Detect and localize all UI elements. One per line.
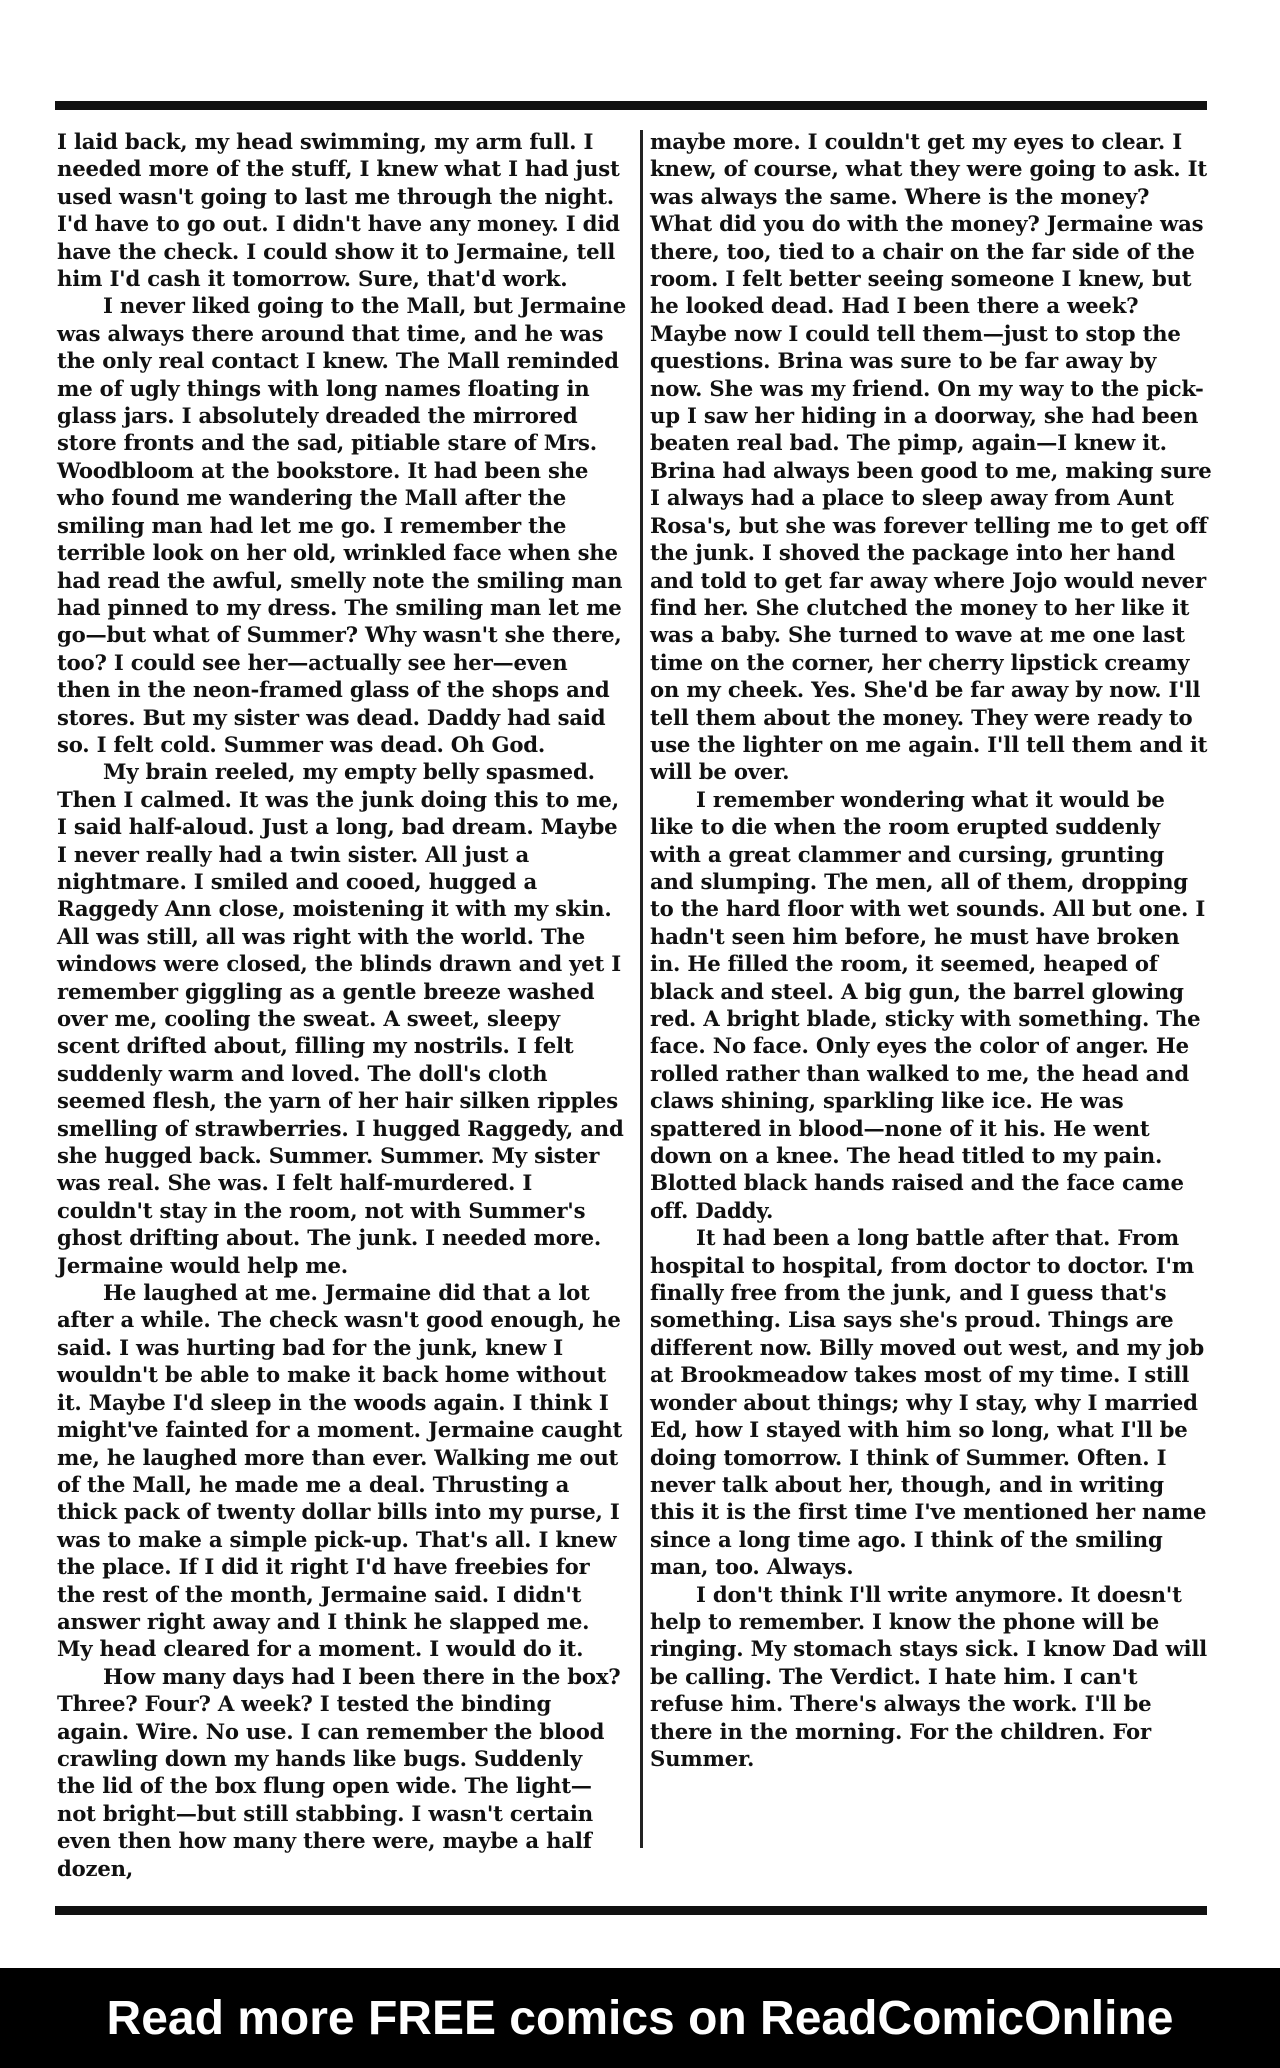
bottom-rule: [55, 1906, 1207, 1915]
promo-banner-text: Read more FREE comics on ReadComicOnline: [106, 1991, 1174, 2045]
right-paragraph-4: I don't think I'll write anymore. It doesn't help to remember. I know the phone will be ringing. My stomach stays sick. I know Dad will be calling. The Verdict. I hate him. I can't refuse him. There's always the work. I'll be there in the morning. For the children. For Summer.: [650, 1581, 1208, 1771]
right-column: [650, 128, 1213, 1772]
right-paragraph-3: It had been a long battle after that. From hospital to hospital, from doctor to doctor. I'm finally free from the junk, and I guess that's something. Lisa says she's proud. Things are different now. Billy moved out west, and my job at Brookmeadow takes most of my time. I still wonder about things; why I stay, why I married Ed, how I stayed with him so long, what I'll be doing tomorrow. I think of Summer. Often. I never talk about her, though, and in writing this it is the first time I've mentioned her name since a long time ago. I think of the smiling man, too. Always.: [650, 1225, 1207, 1580]
left-paragraph-4: He laughed at me. Jermaine did that a lot after a while. The check wasn't good enough, he said. I was hurting bad for the junk, knew I wouldn't be able to make it back home without it. Maybe I'd sleep in the woods again. I think I might've fainted for a moment. Jermaine caught me, he laughed more than ever. Walking me out of the Mall, he made me a deal. Thrusting a thick pack of twenty dollar bills into my purse, I was to make a simple pick-up. That's all. I knew the place. If I did it right I'd have freebies for the rest of the month, Jermaine said. I didn't answer right away and I think he slapped me. My head cleared for a moment. I would do it.: [57, 1280, 623, 1662]
top-rule: [55, 101, 1207, 110]
right-paragraph-2: I remember wondering what it would be like to die when the room erupted suddenly with a great clammer and cursing, grunting and slumping. The men, all of them, dropping to the hard floor with wet sounds. All but one. I hadn't seen him before, he must have broken in. He filled the room, it seemed, heaped of black and steel. A big gun, the barrel glowing red. A bright blade, sticky with something. The face. No face. Only eyes the color of anger. He rolled rather than walked to me, the head and claws shining, sparkling like ice. He was spattered in blood—none of it his. He went down on a knee. The head titled to my pain. Blotted black hands raised and the face came off. Daddy.: [650, 786, 1206, 1223]
left-paragraph-5: How many days had I been there in the box? Three? Four? A week? I tested the binding again. Wire. No use. I can remember the blood crawling down my hands like bugs. Suddenly the lid of the box flung open wide. The light—not bright—but still stabbing. I wasn't certain even then how many there were, maybe a half dozen,: [57, 1663, 621, 1881]
left-paragraph-1: I laid back, my head swimming, my arm full. I needed more of the stuff, I knew what I had just used wasn't going to last me through the night. I'd have to go out. I didn't have any money. I did have the check. I could show it to Jermaine, tell him I'd cash it tomorrow. Sure, that'd work.: [57, 129, 620, 292]
column-divider: [640, 130, 643, 1848]
left-paragraph-2: I never liked going to the Mall, but Jermaine was always there around that time, and he was the only real contact I knew. The Mall reminded me of ugly things with long names floating in glass jars. I absolutely dreaded the mirrored store fronts and the sad, pitiable stare of Mrs. Woodbloom at the bookstore. It had been she who found me wandering the Mall after the smiling man had let me go. I remember the terrible look on her old, wrinkled face when she had read the awful, smelly note the smiling man had pinned to my dress. The smiling man let me go—but what of Summer? Why wasn't she there, too? I could see her—actually see her—even then in the neon-framed glass of the shops and stores. But my sister was dead. Daddy had said so. I felt cold. Summer was dead. Oh God.: [57, 293, 627, 757]
right-paragraph-1: maybe more. I couldn't get my eyes to clear. I knew, of course, what they were going to ask. It was always the same. Where is the money? What did you do with the money? Jermaine was there, too, tied to a chair on the far side of the room. I felt better seeing someone I knew, but he looked dead. Had I been there a week? Maybe now I could tell them—just to stop the questions. Brina was sure to be far away by now. She was my friend. On my way to the pick-up I saw her hiding in a doorway, she had been beaten real bad. The pimp, again—I knew it. Brina had always been good to me, making sure I always had a place to sleep away from Aunt Rosa's, but she was forever telling me to get off the junk. I shoved the package into her hand and told to get far away where Jojo would never find her. She clutched the money to her like it was a baby. She turned to wave at me one last time on the corner, her cherry lipstick creamy on my cheek. Yes. She'd be far away by now. I'll tell them about the money. They were ready to use the lighter on me again. I'll tell them and it will be over.: [650, 129, 1212, 785]
left-column: [57, 128, 627, 1882]
promo-banner[interactable]: [0, 1968, 1280, 2068]
left-paragraph-3: My brain reeled, my empty belly spasmed. Then I calmed. It was the junk doing this to me, I said half-aloud. Just a long, bad dream. Maybe I never really had a twin sister. All just a nightmare. I smiled and cooed, hugged a Raggedy Ann close, moistening it with my skin. All was still, all was right with the world. The windows were closed, the blinds drawn and yet I remember giggling as a gentle breeze washed over me, cooling the sweat. A sweet, sleepy scent drifted about, filling my nostrils. I felt suddenly warm and loved. The doll's cloth seemed flesh, the yarn of her hair silken ripples smelling of strawberries. I hugged Raggedy, and she hugged back. Summer. Summer. My sister was real. She was. I felt half-murdered. I couldn't stay in the room, not with Summer's ghost drifting about. The junk. I needed more. Jermaine would help me.: [57, 759, 624, 1278]
